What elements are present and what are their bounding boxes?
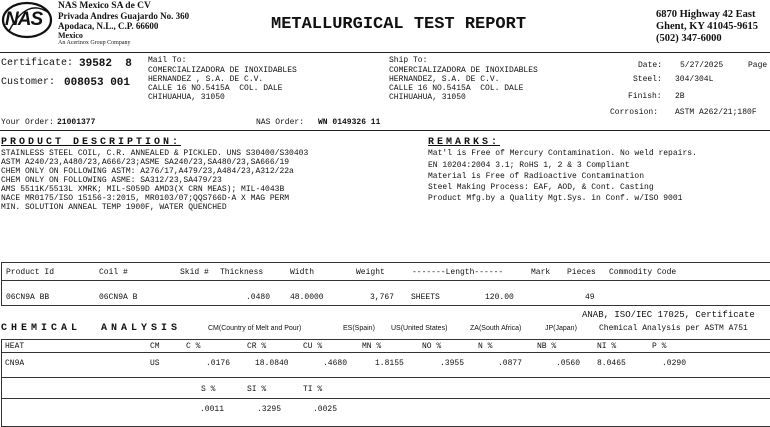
report-title: METALLURGICAL TEST REPORT	[271, 15, 527, 34]
origin-za: ZA(South Africa)	[470, 325, 522, 332]
col-product-id: Product Id	[6, 268, 55, 277]
chem-col-mn: MN %	[362, 342, 382, 351]
chemical-table	[1, 339, 770, 427]
nas-order-value: WN 0149326 11	[318, 118, 381, 127]
product-description-line: AMS 5511K/5513L XMRK; MIL-S059D AMD3(X CRN MEAS); MIL-4043B	[1, 185, 285, 194]
corrosion-value: ASTM A262/21;180F	[675, 108, 757, 117]
col-weight: Weight	[356, 268, 385, 277]
chem-col-nb: NB %	[537, 342, 557, 351]
cell-coil: 06CN9A B	[99, 293, 138, 302]
finish-value: 2B	[675, 92, 685, 101]
col-length: -------Length------	[412, 268, 504, 277]
col-commodity: Commodity Code	[609, 268, 677, 277]
remarks-line: Mat'l is Free of Mercury Contamination. No weld repairs.	[428, 149, 697, 158]
customer-label: Customer:	[1, 77, 56, 88]
company-address-1: Privada Andres Guajardo No. 360	[58, 11, 190, 21]
chem-cell-mn: 1.8155	[375, 359, 404, 368]
origin-us: US(United States)	[391, 325, 448, 332]
chem-col-n: N %	[478, 342, 493, 351]
cell-product-id: 06CN9A BB	[6, 293, 50, 302]
chem-col-cu: CU %	[303, 342, 323, 351]
mail-to-label: Mail To:	[148, 56, 187, 65]
steel-value: 304/304L	[675, 75, 714, 84]
col-skid: Skid #	[180, 268, 209, 277]
chem-col-heat: HEAT	[5, 342, 25, 351]
logo-text: NAS	[5, 9, 43, 30]
ship-to-line-1: COMERCIALIZADORA DE INOXIDABLES	[389, 66, 538, 75]
origin-jp: JP(Japan)	[545, 325, 577, 332]
remarks-line: EN 10204:2004 3.1; RoHS 1, 2 & 3 Compliant	[428, 161, 630, 170]
origin-cm: CM(Country of Melt and Pour)	[208, 325, 302, 332]
chem-cell-p: .0290	[662, 359, 687, 368]
steel-label: Steel:	[633, 75, 662, 84]
chem-cell-n: .0877	[498, 359, 523, 368]
col-pieces: Pieces	[567, 268, 596, 277]
customer-value: 008053 001	[64, 77, 131, 89]
chem-col-si: SI %	[247, 385, 267, 394]
col-width: Width	[290, 268, 315, 277]
product-description-line: MIN. SOLUTION ANNEAL TEMP 1900F, WATER QUENCHED	[1, 203, 227, 212]
certificate-value: 39582 8	[79, 58, 132, 70]
chem-cell-s: .0011	[200, 405, 225, 414]
product-description-line: CHEM ONLY ON FOLLOWING ASTM: A276/17,A479/23,A484/23,A312/22a	[1, 167, 294, 176]
cell-width: 48.0000	[290, 293, 324, 302]
remarks-heading: REMARKS:	[428, 137, 501, 148]
cell-thickness: .0480	[246, 293, 271, 302]
chem-cell-cr: 18.0840	[255, 359, 289, 368]
mail-to-line-1: COMERCIALIZADORA DE INOXIDABLES	[148, 66, 297, 75]
date-label: Date:	[638, 61, 663, 70]
chem-col-c: C %	[186, 342, 201, 351]
col-thickness: Thickness	[220, 268, 264, 277]
remarks-line: Steel Making Process: EAF, AOD, & Cont. Casting	[428, 183, 654, 192]
remarks-line: Material is Free of Radioactive Contamination	[428, 172, 645, 181]
origin-es: ES(Spain)	[343, 325, 375, 332]
certificate-label: Certificate:	[1, 58, 74, 69]
product-description-line: STAINLESS STEEL COIL, C.R. ANNEALED & PICKLED. UNS S30400/S30403	[1, 149, 309, 158]
astm-note: Chemical Analysis per ASTM A751	[599, 324, 748, 333]
anab-note: ANAB, ISO/IEC 17025, Certificate	[582, 310, 755, 320]
chem-cell-nb: .0560	[556, 359, 581, 368]
finish-label: Finish:	[628, 92, 662, 101]
ship-to-line-4: CHIHUAHUA, 31050	[389, 93, 466, 102]
ship-to-line-2: HERNANDEZ, S.A. DE C.V.	[389, 75, 500, 84]
cell-length: 120.00	[485, 293, 514, 302]
mail-to-line-4: CHIHUAHUA, 31050	[148, 93, 225, 102]
company-address-3: Mexico	[58, 31, 83, 40]
us-address-1: 6870 Highway 42 East	[656, 9, 756, 20]
product-description-line: ASTM A240/23,A480/23,A666/23;ASME SA240/23,SA480/23,SA666/19	[1, 158, 290, 167]
mail-to-line-2: HERNANDEZ , S.A. DE C.V.	[148, 75, 264, 84]
your-order-value: 21001377	[57, 118, 96, 127]
chem-col-s: S %	[201, 385, 216, 394]
chemical-heading: CHEMICAL ANALYSIS	[1, 323, 182, 334]
product-description-line: CHEM ONLY ON FOLLOWING ASME: SA312/23,SA479/23	[1, 176, 222, 185]
col-coil: Coil #	[99, 268, 128, 277]
cell-length-unit: SHEETS	[411, 293, 440, 302]
chem-cell-heat: CN9A	[5, 359, 25, 368]
mail-to-line-3: CALLE 16 NO.5415A COL. DALE	[148, 84, 283, 93]
product-description-line: NACE MR0175/ISO 15156-3:2015, MR0103/07;QQS766D-A X MAG PERM	[1, 194, 290, 203]
chem-col-ni: NI %	[597, 342, 617, 351]
divider	[0, 52, 770, 53]
company-address-2: Apodaca, N.L., C.P. 66600	[58, 21, 159, 31]
date-value: 5/27/2025	[680, 61, 724, 70]
col-mark: Mark	[531, 268, 551, 277]
your-order-label: Your Order:	[1, 118, 54, 127]
chem-cell-c: .0176	[206, 359, 231, 368]
company-tagline: An Acerinox Group Company	[58, 40, 131, 46]
cell-weight: 3,767	[370, 293, 395, 302]
page-label: Page	[748, 61, 768, 70]
chem-cell-cm: US	[150, 359, 160, 368]
divider	[0, 130, 770, 131]
nas-order-label: NAS Order:	[256, 118, 305, 127]
chem-col-no: NO %	[422, 342, 442, 351]
us-address-2: Ghent, KY 41045-9615	[656, 21, 758, 32]
chem-col-p: P %	[652, 342, 667, 351]
corrosion-label: Corrosion:	[610, 108, 659, 117]
us-address-3: (502) 347-6000	[656, 33, 722, 44]
ship-to-line-3: CALLE 16 NO.5415A COL. DALE	[389, 84, 524, 93]
chem-cell-ni: 8.0465	[597, 359, 626, 368]
chem-col-ti: TI %	[303, 385, 323, 394]
product-description-heading: PRODUCT DESCRIPTION:	[1, 137, 182, 148]
chem-col-cr: CR %	[247, 342, 267, 351]
chem-cell-ti: .0025	[313, 405, 338, 414]
cell-pieces: 49	[585, 293, 595, 302]
ship-to-label: Ship To:	[389, 56, 428, 65]
company-name: NAS Mexico SA de CV	[58, 1, 151, 11]
chem-cell-cu: .4680	[323, 359, 348, 368]
chem-cell-no: .3955	[440, 359, 465, 368]
chem-col-cm: CM	[150, 342, 160, 351]
chem-cell-si: .3295	[257, 405, 282, 414]
remarks-line: Product Mfg.by a Quality Mgt.Sys. in Conf. w/ISO 9001	[428, 194, 683, 203]
